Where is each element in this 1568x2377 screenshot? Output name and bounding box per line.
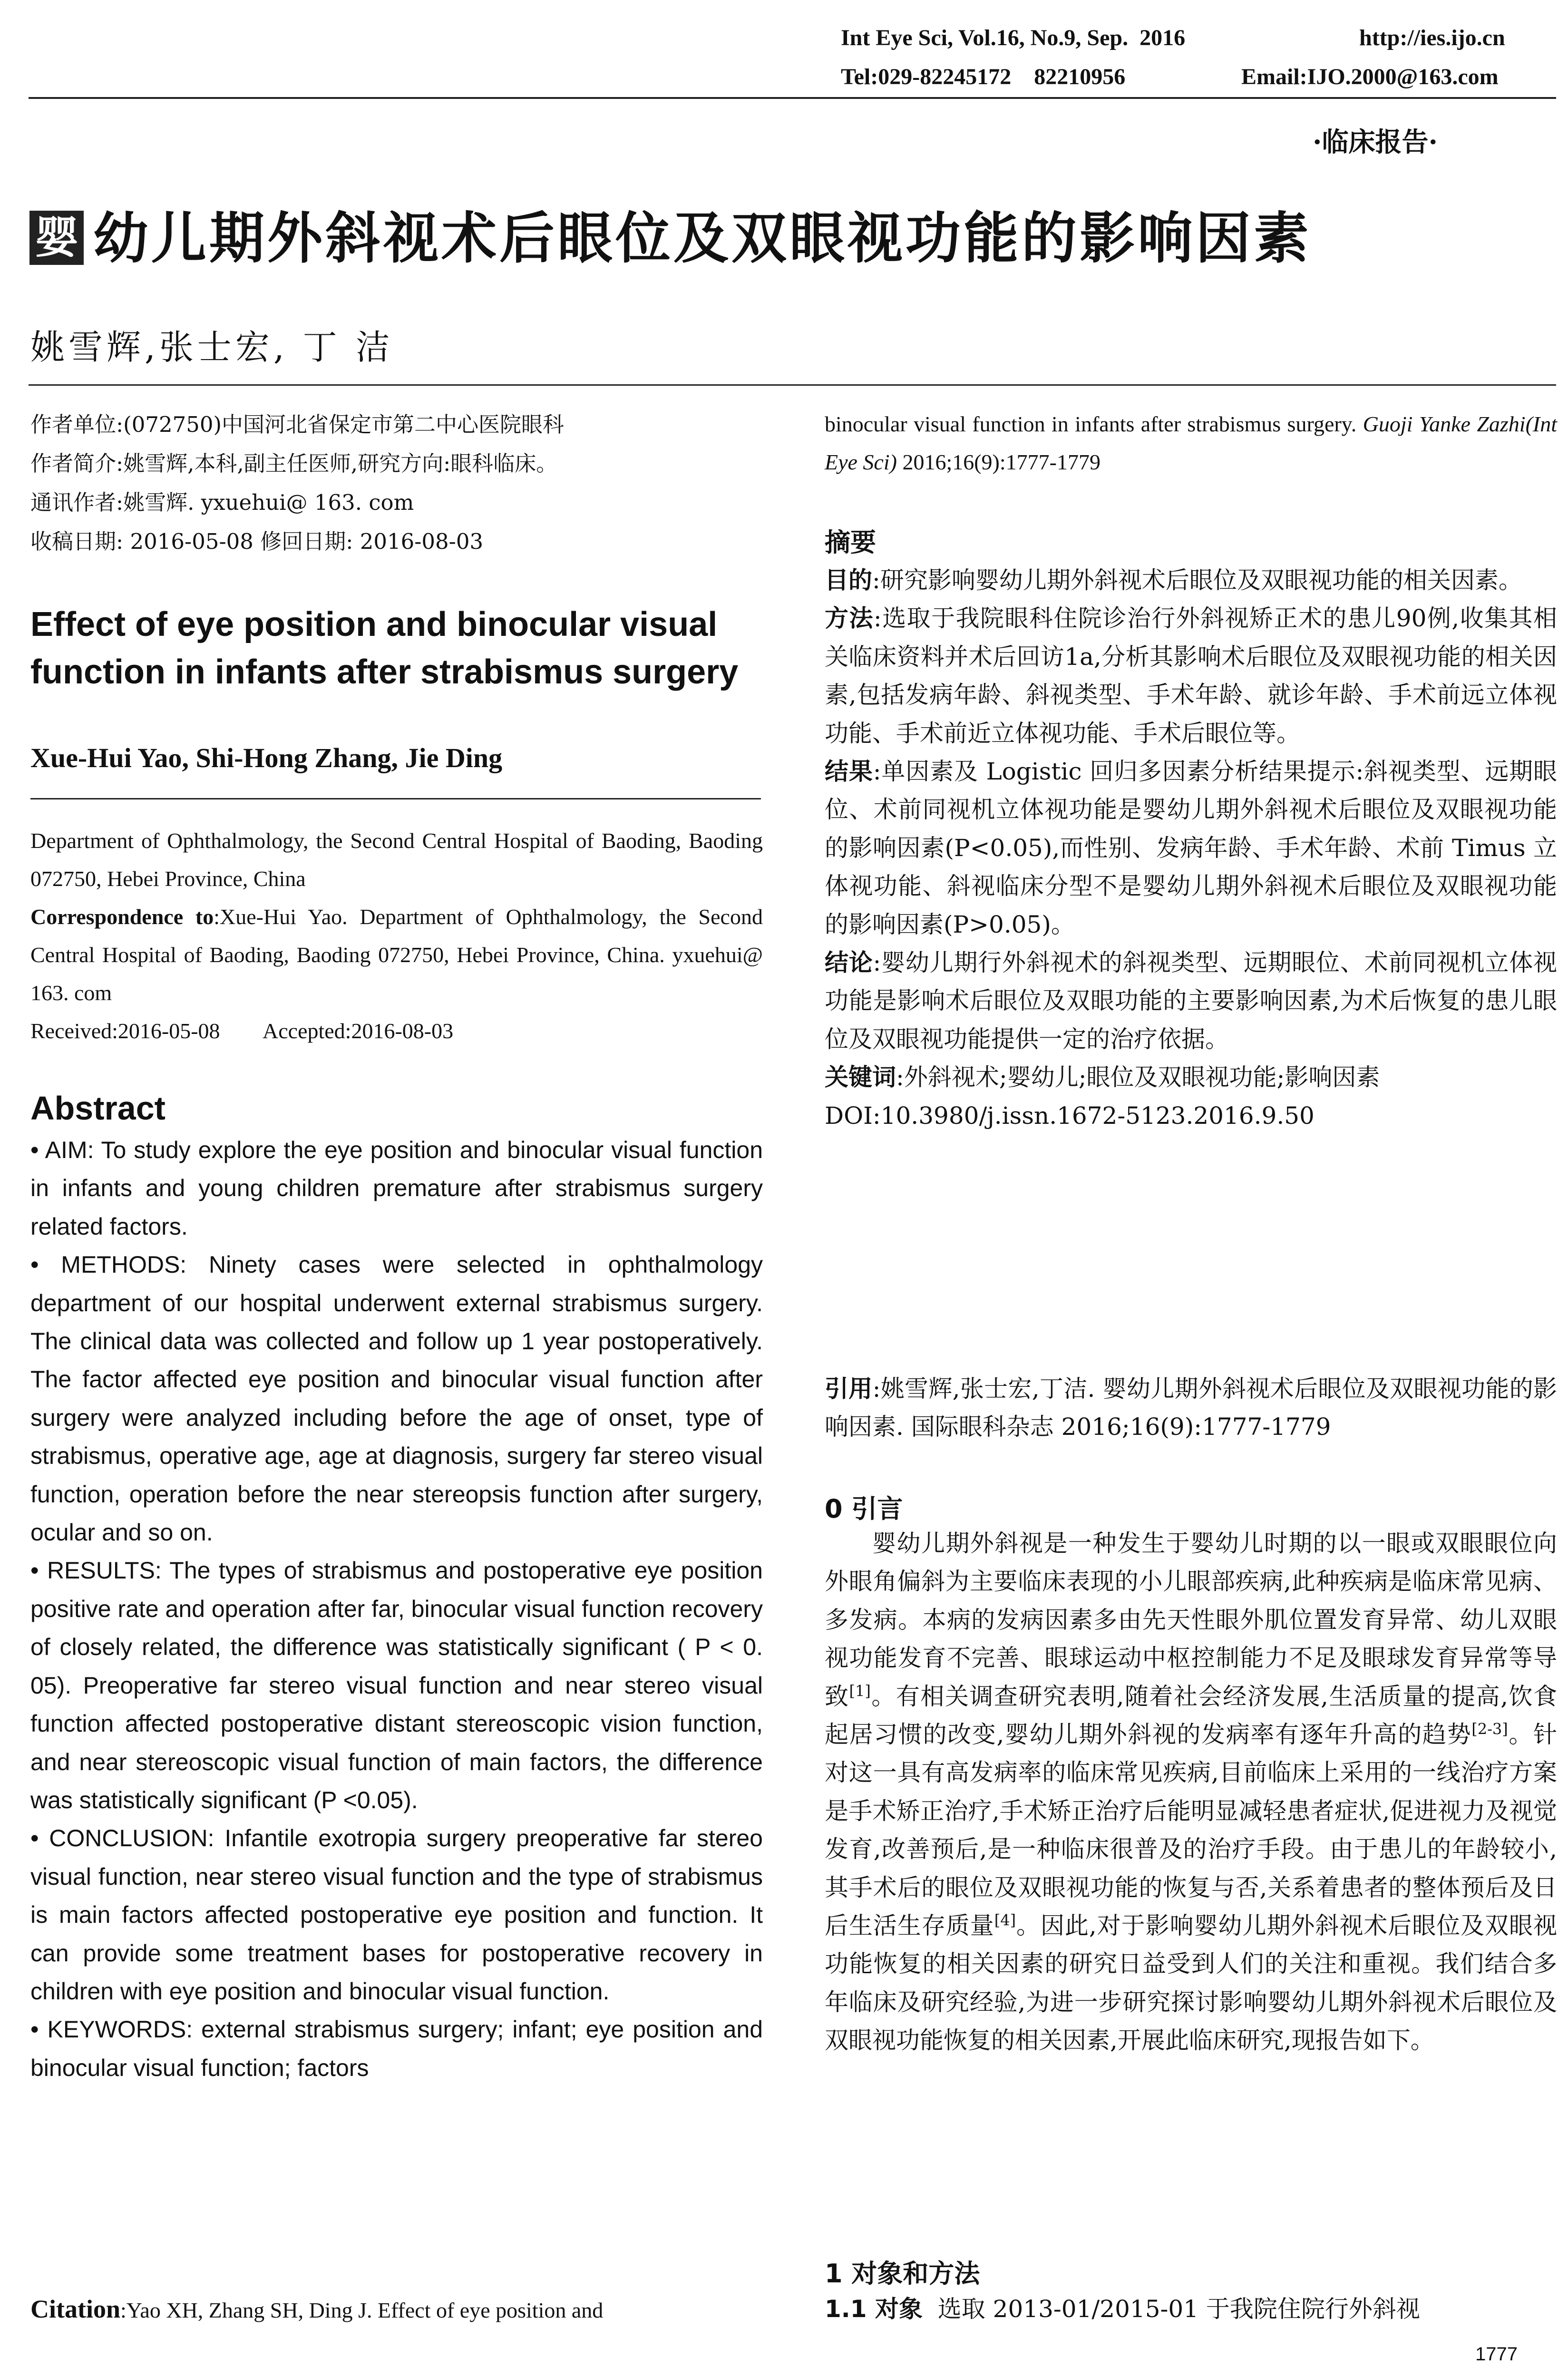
subsection-text: 选取 2013-01/2015-01 于我院住院行外斜视 [922,2295,1420,2323]
subsection-heading: 1.1 对象 [825,2295,923,2323]
abstract-cn-results [825,752,1557,944]
citation-en [30,2290,763,2329]
authors-rule [30,798,761,799]
conclusion-text: :婴幼儿期行外斜视术的斜视类型、远期眼位、术前同视机立体视功能是影响术后眼位及双眼功能的主要影响因素,为术后恢复的患儿眼位及双眼视功能提供一定的治疗依据。 [825,949,1557,1053]
ref-1[interactable]: [1] [849,1681,871,1700]
abstract-en [30,1131,763,2087]
citation-cont-journal: Guoji Yanke Zazhi(Int Eye Sci) [825,412,1558,474]
citation-cont-text: binocular visual function in infants after strabismus surgery. [825,412,1357,436]
department-en: Department of Ophthalmology, the Second Central Hospital of Baoding, Baoding 072750, Hebei Province, China [30,828,763,891]
section-label: ·临床报告· [1313,127,1438,158]
keywords-cn [825,1058,1557,1096]
citation-cn [825,1370,1557,1446]
abstract-cn-conclusion [825,944,1557,1058]
abstract-cn-methods [825,599,1557,752]
abstract-cn [825,561,1557,1135]
journal-email[interactable]: Email:IJO.2000@163.com [1241,64,1499,89]
bio-cn: 作者简介:姚雪辉,本科,副主任医师,研究方向:眼科临床。 [30,451,558,476]
aim-text: :研究影响婴幼儿期外斜视术后眼位及双眼视功能的相关因素。 [872,566,1522,594]
methods-heading: 1 对象和方法 [825,2259,980,2289]
cite-cn-text: :姚雪辉,张士宏,丁洁. 婴幼儿期外斜视术后眼位及双眼视功能的影响因素. 国际眼科杂志 2016;16(9):1777-1779 [825,1375,1558,1441]
abstract-cn-heading: 摘要 [825,527,876,557]
citation-cont-volume: 2016;16(9):1777-1779 [902,450,1101,474]
cite-cn-label: 引用 [825,1375,873,1403]
journal-url[interactable]: http://ies.ijo.cn [1359,25,1505,50]
abstract-aim: • AIM: To study explore the eye position and binocular visual function in infants and young children premature after strabismus surgery related factors. [30,1137,763,1240]
doi[interactable]: DOI:10.3980/j.issn.1672-5123.2016.9.50 [825,1101,1315,1130]
authors-en: Xue-Hui Yao, Shi-Hong Zhang, Jie Ding [30,742,503,773]
results-text: :单因素及 Logistic 回归多因素分析结果提示:斜视类型、远期眼位、术前同视机立体视功能是婴幼儿期外斜视术后眼位及双眼视功能的影响因素(P<0.05),而性别、发病年龄、手术年龄、术前 Timus 立体视功能、斜视临床分型不是婴幼儿期外斜视术后眼位及双眼视功能的影响因素(P>0.05)。 [825,758,1558,938]
citation-label: Citation [30,2295,120,2323]
subsection-1-1 [825,2290,1557,2328]
title-rule [29,384,1556,386]
received-accepted: Received:2016-05-08 Accepted:2016-08-03 [30,1019,454,1043]
keywords-text: :外斜视术;婴幼儿;眼位及双眼视功能;影响因素 [896,1063,1380,1091]
dates-cn: 收稿日期: 2016-05-08 修回日期: 2016-08-03 [30,529,484,554]
header-rule [29,97,1556,99]
authors-cn: 姚雪辉,张士宏, 丁 洁 [30,327,394,367]
page-title: 幼儿期外斜视术后眼位及双眼视功能的影响因素 [93,206,1312,271]
title-initial: 婴 [29,211,84,265]
title-en: Effect of eye position and binocular visual function in infants after strabismus surgery [30,605,739,691]
results-label: 结果 [825,758,873,786]
corresponding-cn: 通讯作者:姚雪辉. yxuehui@ 163. com [30,490,414,515]
abstract-keywords: • KEYWORDS: external strabismus surgery; infant; eye position and binocular visual function; factors [30,2016,763,2081]
abstract-heading: Abstract [30,1090,166,1127]
methods-text: :选取于我院眼科住院诊治行外斜视矫正术的患儿90例,收集其相关临床资料并术后回访1a,分析其影响术后眼位及双眼视功能的相关因素,包括发病年龄、斜视类型、手术年龄、就诊年龄、手术前远立体视功能、手术前近立体视功能、手术后眼位等。 [825,604,1557,747]
journal-info: Int Eye Sci, Vol.16, No.9, Sep. 2016 [841,25,1186,50]
intro-paragraph: 婴幼儿期外斜视是一种发生于婴幼儿时期的以一眼或双眼眼位向外眼角偏斜为主要临床表现的小儿眼部疾病,此种疾病是临床常见病、多发病。本病的发病因素多由先天性眼外肌位置发育异常、幼儿双眼视功能发育不完善、眼球运动中枢控制能力不足及眼球发育异常等导致[1]。有相关调查研究表明,随着社会经济发展,生活质量的提高,饮食起居习惯的改变,婴幼儿期外斜视的发病率有逐年升高的趋势[2-3]。针对这一具有高发病率的临床常见疾病,目前临床上采用的一线治疗方案是手术矫正治疗,手术矫正治疗后能明显减轻患者症状,促进视力及视觉发育,改善预后,是一种临床很普及的治疗手段。由于患儿的年龄较小,其手术后的眼位及双眼视功能的恢复与否,关系着患者的整体预后及日后生活生存质量[4]。因此,对于影响婴幼儿期外斜视术后眼位及双眼视功能恢复的相关因素的研究日益受到人们的关注和重视。我们结合多年临床及研究经验,为进一步研究探讨影响婴幼儿期外斜视术后眼位及双眼视功能恢复的相关因素,开展此临床研究,现报告如下。 [825,1529,1558,2055]
affiliation-cn: 作者单位:(072750)中国河北省保定市第二中心医院眼科 [30,412,565,437]
citation-text: :Yao XH, Zhang SH, Ding J. Effect of eye position and [120,2298,604,2322]
keywords-label: 关键词 [825,1063,896,1091]
correspondence-label: Correspondence to [30,905,214,929]
correspondence-text: :Xue-Hui Yao. Department of Ophthalmology, the Second Central Hospital of Baoding, Baoding 072750, Hebei Province, China. yxuehui@ 163. com [30,905,763,1005]
abstract-conclusion: • CONCLUSION: Infantile exotropia surgery preoperative far stereo visual function, near stereo visual function and the type of strabismus is main factors affected postoperative eye position and function. It can provide some treatment bases for postoperative recovery in children with eye position and binocular visual function. [30,1825,763,2005]
journal-tel: Tel:029-82245172 82210956 [841,64,1126,89]
abstract-methods: • METHODS: Ninety cases were selected in ophthalmology department of our hospital underwent external strabismus surgery. The clinical data was collected and follow up 1 year postoperatively. The factor affected eye position and binocular visual function after surgery were analyzed including before the age of onset, type of strabismus, operative age, age at diagnosis, surgery far stereo visual function, operation before the near stereopsis function after surgery, ocular and so on. [30,1251,763,1546]
affiliation-en [30,822,763,1050]
abstract-cn-aim [825,561,1557,599]
correspondence-en [30,898,763,1012]
citation-en-continued [825,405,1557,481]
methods-label: 方法 [825,604,874,633]
ref-4[interactable]: [4] [994,1911,1016,1929]
page-number: 1777 [1475,2344,1518,2365]
aim-label: 目的 [825,566,872,594]
ref-2-3[interactable]: [2-3] [1471,1720,1508,1738]
intro-heading: 0 引言 [825,1494,903,1524]
abstract-results: • RESULTS: The types of strabismus and postoperative eye position positive rate and operation after far, binocular visual function recovery of closely related, the difference was statistically significant ( P < 0. 05). Preoperative far stereo visual function and near stereo visual function affected postoperative distant stereoscopic vision function, and near stereoscopic visual function of main factors, the difference was statistically significant (P <0.05). [30,1557,763,1813]
conclusion-label: 结论 [825,949,873,977]
intro-body [825,1524,1557,2060]
author-info-cn [30,405,763,561]
